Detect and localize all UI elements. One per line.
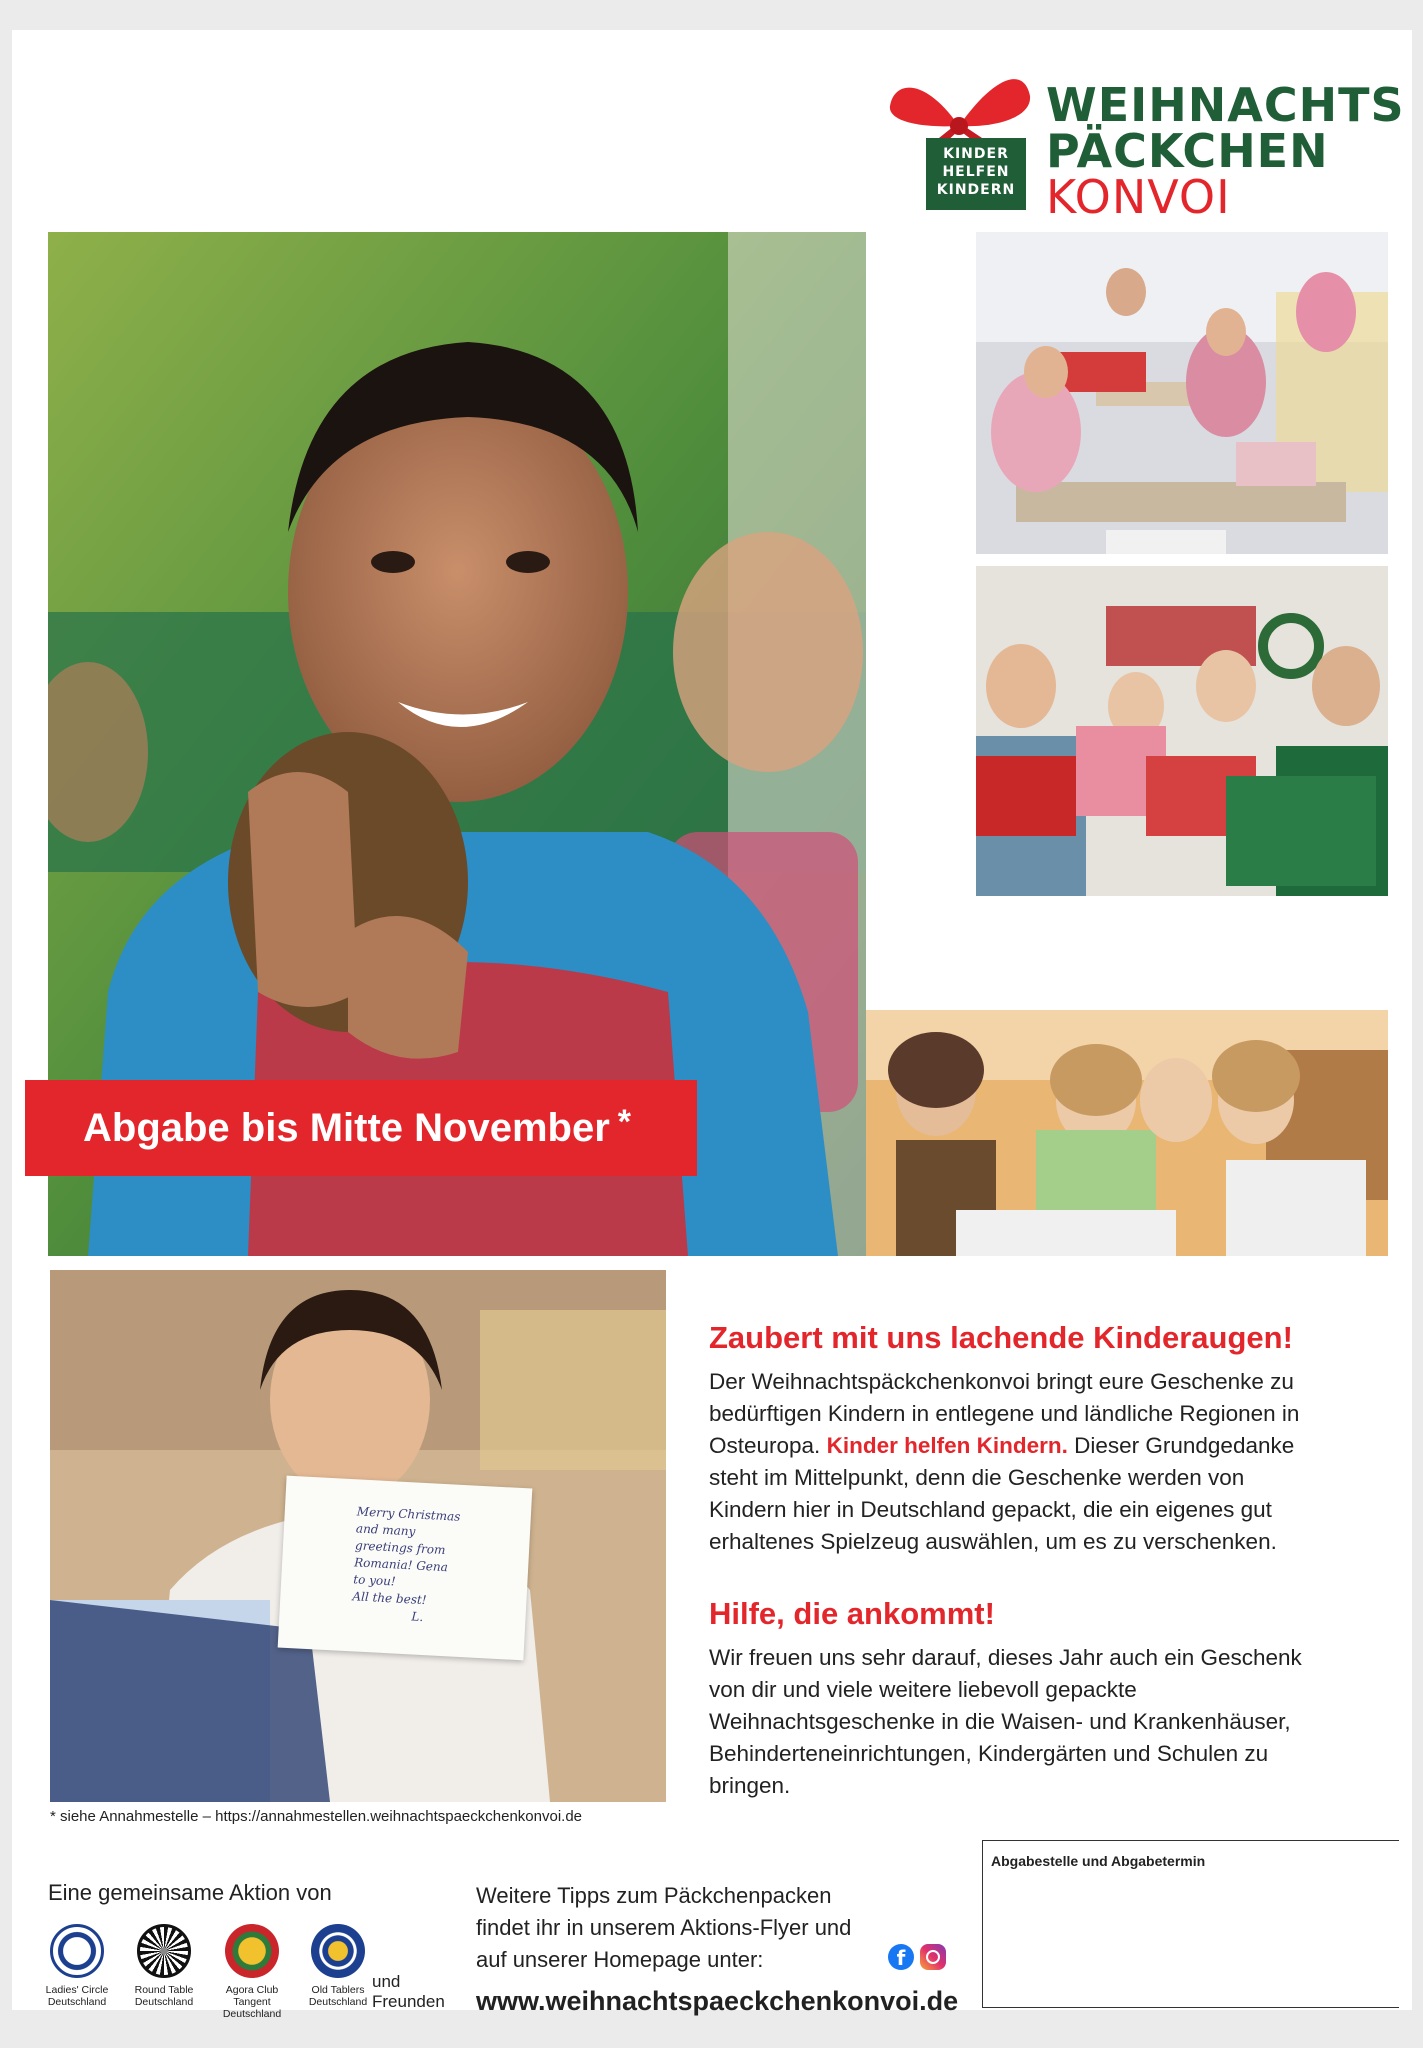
logo-title-line3: KONVOI — [1046, 170, 1231, 224]
logo — [884, 62, 1405, 224]
footnote: * siehe Annahmestelle – https://annahmestellen.weihnachtspaeckchenkonvoi.de — [50, 1808, 583, 1825]
org-name: Ladies' Circle — [45, 1984, 109, 1996]
photo-girl-with-card — [50, 1270, 666, 1802]
org-old-tablers — [298, 1924, 378, 2008]
logo-box-line: KINDERN — [936, 182, 1016, 198]
org-name: Round Table — [134, 1984, 194, 1996]
round-table-logo-icon — [137, 1924, 191, 1978]
deadline-asterisk: * — [617, 1102, 631, 1141]
christmas-card — [278, 1476, 533, 1661]
dropoff-box — [982, 1840, 1399, 2008]
facebook-icon[interactable]: f — [888, 1944, 914, 1970]
card-line: and many — [355, 1521, 416, 1539]
orgs-title: Eine gemeinsame Aktion von — [48, 1880, 332, 1905]
deadline-text: Abgabe bis Mitte November — [83, 1105, 610, 1150]
tips-line: Weitere Tipps zum Päckchenpacken — [476, 1883, 832, 1908]
section-main-text — [709, 1320, 1319, 1802]
org-name: Deutschland — [222, 2008, 282, 2020]
org-name: Deutschland — [308, 1996, 368, 2008]
logo-title-line1: WEIHNACHTS — [1046, 78, 1405, 132]
org-agora-club — [212, 1924, 292, 2020]
photo-classroom-hearts — [976, 232, 1388, 554]
gift-bow-icon — [884, 66, 1034, 146]
dropoff-box-label: Abgabestelle und Abgabetermin — [991, 1853, 1206, 1869]
logo-box-line: HELFEN — [942, 164, 1010, 180]
card-line: to you! — [352, 1572, 397, 1589]
card-line: Merry Christmas — [356, 1504, 461, 1524]
card-line: greetings from — [354, 1538, 446, 1558]
deadline-banner — [25, 1080, 697, 1176]
org-name: Deutschland — [47, 1996, 107, 2008]
card-line: L. — [411, 1609, 424, 1625]
tips-line: findet ihr in unserem Aktions-Flyer und — [476, 1915, 852, 1940]
section1-text-before: Der Weihnachtspäckchenkonvoi bringt eure Geschenke zu bedürftigen Kindern in entlegene und ländliche Regionen in Osteuropa. — [709, 1369, 1300, 1458]
org-round-table — [124, 1924, 204, 2008]
photo-children-with-gifts — [976, 566, 1388, 896]
section1-heading: Zaubert mit uns lachende Kinderaugen! — [709, 1320, 1293, 1355]
org-name: Agora Club — [225, 1984, 279, 1996]
instagram-icon[interactable] — [920, 1944, 946, 1970]
agora-club-logo-icon — [225, 1924, 279, 1978]
org-name: Old Tablers — [311, 1984, 365, 1996]
old-tablers-logo-icon — [311, 1924, 365, 1978]
section2-text: Wir freuen uns sehr darauf, dieses Jahr auch ein Geschenk von dir und viele weitere liebevoll gepackte Weihnachtsgeschenke in die Waisen- und Krankenhäuser, Behinderteneinrichtungen, Kindergärten und Schulen zu bringen. — [709, 1645, 1302, 1798]
org-ladies-circle — [42, 1924, 112, 2008]
homepage-link[interactable]: www.weihnachtspaeckchenkonvoi.de — [476, 1986, 959, 2016]
card-line: All the best! — [352, 1589, 427, 1608]
section1-text — [709, 1366, 1319, 1558]
logo-title-line2: PÄCKCHEN — [1046, 124, 1329, 178]
und-line: und — [372, 1972, 401, 1991]
tips-line: auf unserer Homepage unter: — [476, 1947, 764, 1972]
logo-box-line: KINDER — [943, 146, 1009, 162]
flyer-page — [12, 30, 1412, 2020]
org-name: Tangent — [233, 1996, 271, 2008]
photo-children-opening-box — [866, 1010, 1388, 1256]
tips-text — [476, 1880, 851, 1976]
section1-highlight: Kinder helfen Kindern. — [826, 1433, 1068, 1458]
logo-box — [926, 138, 1026, 210]
section1-text-after: Dieser Grundgedanke steht im Mittelpunkt, denn die Geschenke werden von Kindern hier in Deutschland gepackt, die ein eigenes gut erhaltenes Spielzeug auswählen, um es zu verschenken. — [709, 1433, 1295, 1554]
und-freunden — [372, 1972, 445, 2012]
section2-heading: Hilfe, die ankommt! — [709, 1596, 995, 1631]
und-line: Freunden — [372, 1992, 445, 2011]
org-name: Deutschland — [134, 1996, 194, 2008]
ladies-circle-logo-icon — [50, 1924, 104, 1978]
card-line: Romania! Gena — [353, 1555, 449, 1575]
